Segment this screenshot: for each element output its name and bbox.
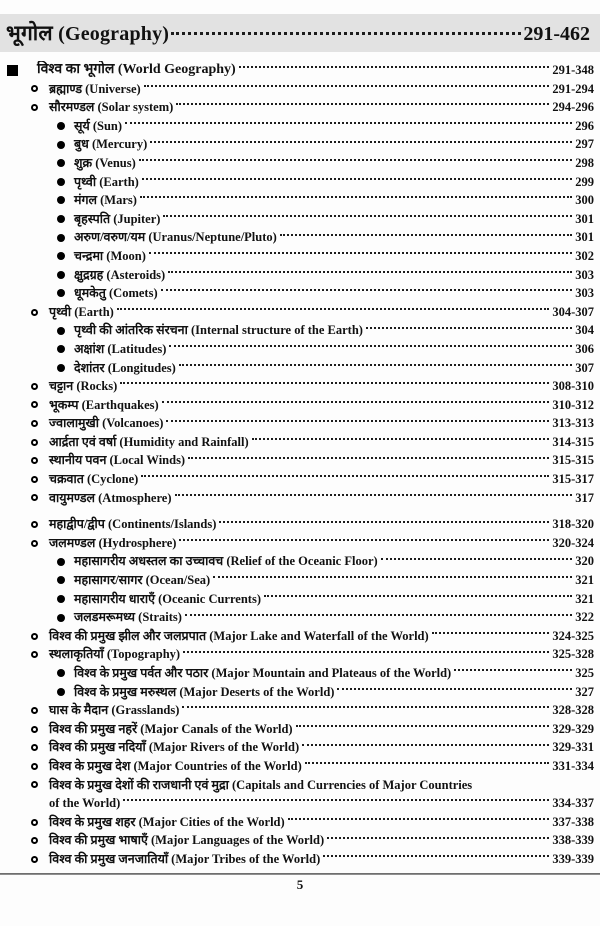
toc-entry-label: विश्व की प्रमुख झील और जलप्रपात (Major Lake and Waterfall of the World) [49, 628, 429, 643]
toc-entry-pages: 304-307 [552, 304, 594, 319]
footer-rule [0, 873, 600, 875]
dot-leader [163, 215, 572, 217]
dot-leader [302, 744, 549, 746]
toc-entry-pages: 304 [575, 323, 594, 338]
toc-entry-pages: 315-317 [552, 472, 594, 487]
dot-leader [296, 725, 550, 727]
dot-leader [213, 576, 572, 578]
toc-entry-label: विश्व की प्रमुख भाषाएँ (Major Languages of the World) [49, 833, 325, 848]
dot-bullet-icon [57, 271, 74, 279]
dot-bullet-icon [57, 215, 74, 223]
dot-bullet-icon [57, 159, 74, 167]
toc-entry-label: जलमण्डल (Hydrosphere) [49, 535, 177, 550]
dot-leader [149, 252, 572, 254]
toc-row [0, 173, 594, 192]
dot-bullet-icon [57, 576, 74, 584]
toc-entry-label: बुध (Mercury) [74, 137, 148, 152]
toc-entry-pages: 320 [575, 554, 594, 569]
toc-entry-pages: 320-324 [552, 535, 594, 550]
circle-bullet-icon [31, 457, 49, 464]
toc-entry-pages: 306 [575, 341, 594, 356]
toc-entry-label: विश्व के प्रमुख मरुस्थल (Major Deserts of the World) [74, 684, 335, 699]
dot-leader [305, 762, 550, 764]
toc-row [0, 247, 594, 266]
dot-bullet-icon [57, 614, 74, 622]
toc-entry-label: चक्रवात (Cyclone) [49, 472, 139, 487]
toc-list [0, 61, 600, 869]
toc-entry-label: घास के मैदान (Grasslands) [49, 703, 180, 718]
toc-row [0, 664, 594, 683]
toc-entry-label: देशांतर (Longitudes) [74, 360, 176, 375]
dot-leader [162, 401, 550, 403]
toc-entry-label: मंगल (Mars) [74, 193, 137, 208]
toc-entry-pages: 337-338 [552, 814, 594, 829]
toc-row [0, 515, 594, 534]
toc-entry-label: ज्वालामुखी (Volcanoes) [49, 416, 164, 431]
toc-row [0, 720, 594, 739]
circle-bullet-icon [31, 837, 49, 844]
dot-leader [168, 271, 572, 273]
toc-row [0, 794, 594, 813]
toc-row [0, 396, 594, 415]
toc-row [0, 683, 594, 702]
dot-leader [166, 420, 549, 422]
dot-bullet-icon [57, 196, 74, 204]
toc-entry-pages: 308-310 [552, 379, 594, 394]
toc-entry-pages: 338-339 [552, 833, 594, 848]
toc-entry-pages: 324-325 [552, 628, 594, 643]
toc-row [0, 534, 594, 553]
toc-entry-label: भूकम्प (Earthquakes) [49, 397, 159, 412]
toc-row [0, 813, 594, 832]
dot-leader [185, 614, 572, 616]
dot-bullet-icon [57, 141, 74, 149]
toc-row [0, 303, 594, 322]
chapter-header [0, 14, 600, 52]
toc-entry-pages: 331-334 [552, 758, 594, 773]
toc-entry-pages: 303 [575, 267, 594, 282]
page-footer [0, 873, 600, 893]
dot-leader [366, 327, 572, 329]
toc-row [0, 117, 594, 136]
toc-entry-label: चन्द्रमा (Moon) [74, 248, 146, 263]
dot-bullet-icon [57, 345, 74, 353]
dot-leader [171, 32, 521, 35]
toc-entry-label: विश्व के प्रमुख देश (Major Countries of the World) [49, 758, 302, 773]
toc-entry-label: वायुमण्डल (Atmosphere) [49, 490, 172, 505]
toc-entry-pages: 315-315 [552, 453, 594, 468]
circle-bullet-icon [31, 819, 49, 826]
toc-row [0, 266, 594, 285]
toc-entry-label: पृथ्वी (Earth) [74, 174, 139, 189]
toc-entry-label: स्थलाकृतियाँ (Topography) [49, 647, 181, 662]
toc-row [0, 776, 594, 795]
toc-entry-pages: 307 [575, 360, 594, 375]
toc-entry-label: विश्व की प्रमुख नदियाँ (Major Rivers of the World) [49, 740, 300, 755]
toc-entry-pages: 339-339 [552, 851, 594, 866]
dot-leader [179, 364, 572, 366]
dot-bullet-icon [57, 327, 74, 335]
toc-entry-pages: 325 [575, 666, 594, 680]
toc-row [0, 701, 594, 720]
toc-entry-pages: 303 [575, 286, 594, 301]
circle-bullet-icon [31, 707, 49, 714]
toc-entry-pages: 318-320 [552, 517, 594, 532]
toc-entry-label: सौरमण्डल (Solar system) [49, 100, 174, 115]
dot-leader [150, 141, 572, 143]
toc-row [0, 210, 594, 229]
toc-row [0, 757, 594, 776]
dot-bullet-icon [57, 688, 74, 696]
circle-bullet-icon [31, 633, 49, 640]
dot-leader [169, 345, 572, 347]
toc-entry-pages: 328-328 [552, 703, 594, 718]
toc-entry-label: विश्व का भूगोल (World Geography) [37, 62, 236, 77]
dot-bullet-icon [57, 234, 74, 242]
toc-entry-label: धूमकेतु (Comets) [74, 286, 158, 301]
toc-entry-label: शुक्र (Venus) [74, 155, 136, 170]
dot-leader [264, 595, 572, 597]
dot-bullet-icon [57, 364, 74, 372]
toc-entry-pages: 325-328 [552, 647, 594, 662]
toc-entry-label: महासागरीय अधस्तल का उच्चावच (Relief of the Oceanic Floor) [74, 554, 378, 569]
toc-row [0, 571, 594, 590]
toc-entry-pages: 310-312 [552, 397, 594, 412]
toc-row [0, 80, 594, 99]
toc-entry-pages: 297 [575, 137, 594, 152]
toc-entry-pages: 329-329 [552, 721, 594, 736]
dot-bullet-icon [57, 558, 74, 566]
dot-leader [219, 521, 549, 523]
toc-entry-pages: 321 [575, 573, 594, 588]
dot-leader [139, 159, 573, 161]
toc-entry-label: जलडमरूमध्य (Straits) [74, 610, 182, 625]
circle-bullet-icon [31, 521, 49, 528]
toc-row [0, 831, 594, 850]
dot-leader [188, 457, 549, 459]
toc-entry-label: विश्व के प्रमुख देशों की राजधानी एवं मुद्रा (Capitals and Currencies of Major Countries [49, 777, 473, 792]
dot-leader [239, 66, 550, 68]
toc-row [0, 191, 594, 210]
circle-bullet-icon [31, 744, 49, 751]
toc-entry-label: महासागर/सागर (Ocean/Sea) [74, 573, 211, 588]
dot-leader [161, 289, 573, 291]
toc-row [0, 433, 594, 452]
dot-leader [323, 855, 549, 857]
dot-bullet-icon [57, 595, 74, 603]
dot-leader [141, 475, 549, 477]
toc-entry-pages: 314-315 [552, 434, 594, 449]
toc-entry-label: महासागरीय धाराएँ (Oceanic Currents) [74, 591, 261, 606]
toc-entry-label: विश्व के प्रमुख पर्वत और पठार (Major Mountain and Plateaus of the World) [74, 666, 452, 680]
chapter-title [6, 19, 169, 47]
toc-row [0, 98, 594, 117]
circle-bullet-icon [31, 494, 49, 501]
toc-row [0, 645, 594, 664]
toc-row [0, 738, 594, 757]
circle-bullet-icon [31, 401, 49, 408]
toc-entry-label: महाद्वीप/द्वीप (Continents/Islands) [49, 517, 217, 532]
dot-bullet-icon [57, 178, 74, 186]
toc-entry-label: क्षुद्रग्रह (Asteroids) [74, 267, 166, 282]
dot-leader [432, 632, 550, 634]
toc-row [0, 228, 594, 247]
toc-entry-label: बृहस्पति (Jupiter) [74, 211, 161, 226]
toc-row [0, 451, 594, 470]
toc-entry-pages: 294-296 [552, 100, 594, 115]
dot-leader [120, 382, 549, 384]
toc-entry-pages: 321 [575, 591, 594, 606]
dot-leader [280, 234, 572, 236]
toc-row [0, 608, 594, 627]
toc-row [0, 359, 594, 378]
dot-leader [327, 837, 549, 839]
toc-entry-pages: 317 [575, 490, 594, 505]
toc-row [0, 470, 594, 489]
circle-bullet-icon [31, 763, 49, 770]
circle-bullet-icon [31, 420, 49, 427]
circle-bullet-icon [31, 383, 49, 390]
toc-entry-label: अरुण/वरुण/यम (Uranus/Neptune/Pluto) [74, 230, 277, 245]
toc-entry-pages: 300 [575, 193, 594, 208]
dot-leader [454, 669, 572, 671]
toc-row [0, 850, 594, 869]
toc-row [0, 284, 594, 303]
toc-entry-pages: 322 [575, 610, 594, 625]
toc-row [0, 590, 594, 609]
toc-entry-label: पृथ्वी (Earth) [49, 304, 114, 319]
circle-bullet-icon [31, 104, 49, 111]
dot-leader [252, 438, 550, 440]
dot-leader [179, 539, 549, 541]
toc-entry-label: सूर्य (Sun) [74, 118, 123, 133]
toc-entry-pages: 298 [575, 155, 594, 170]
chapter-page-range: 291-462 [523, 23, 590, 45]
toc-entry-label: of the World) [49, 796, 121, 811]
dot-leader [175, 494, 573, 496]
dot-leader [144, 85, 550, 87]
circle-bullet-icon [31, 540, 49, 547]
chapter-title-hindi: भूगोल [6, 21, 53, 45]
toc-row [0, 377, 594, 396]
dot-bullet-icon [57, 252, 74, 260]
toc-row [0, 154, 594, 173]
dot-bullet-icon [57, 122, 74, 130]
dot-leader [125, 122, 572, 124]
toc-entry-label: विश्व की प्रमुख जनजातियाँ (Major Tribes of the World) [49, 851, 321, 866]
toc-entry-pages: 313-313 [552, 416, 594, 431]
toc-entry-pages: 301 [575, 211, 594, 226]
toc-entry-label: आर्द्रता एवं वर्षा (Humidity and Rainfall) [49, 434, 249, 449]
toc-entry-label: अक्षांश (Latitudes) [74, 341, 167, 356]
toc-entry-pages: 301 [575, 230, 594, 245]
toc-entry-pages: 291-348 [552, 63, 594, 77]
circle-bullet-icon [31, 85, 49, 92]
toc-entry-label: चट्टान (Rocks) [49, 379, 118, 394]
dot-bullet-icon [57, 669, 74, 677]
toc-entry-pages: 291-294 [552, 81, 594, 96]
dot-leader [176, 103, 549, 105]
toc-row [0, 489, 594, 508]
toc-entry-label: ब्रह्माण्ड (Universe) [49, 81, 141, 96]
dot-leader [182, 706, 549, 708]
dot-bullet-icon [57, 289, 74, 297]
dot-leader [123, 799, 549, 801]
toc-row [0, 627, 594, 646]
chapter-title-english: (Geography) [58, 23, 170, 45]
toc-entry-pages: 302 [575, 248, 594, 263]
dot-leader [337, 688, 572, 690]
dot-leader [183, 651, 549, 653]
toc-entry-pages: 329-331 [552, 740, 594, 755]
toc-entry-label: विश्व के प्रमुख शहर (Major Cities of the World) [49, 814, 285, 829]
circle-bullet-icon [31, 651, 49, 658]
square-bullet-icon [7, 65, 37, 76]
toc-entry-label: विश्व की प्रमुख नहरें (Major Canals of the World) [49, 721, 293, 736]
circle-bullet-icon [31, 781, 49, 788]
toc-row [0, 135, 594, 154]
toc-entry-pages: 334-337 [552, 796, 594, 811]
circle-bullet-icon [31, 309, 49, 316]
toc-entry-pages: 296 [575, 118, 594, 133]
circle-bullet-icon [31, 476, 49, 483]
toc-row [0, 552, 594, 571]
circle-bullet-icon [31, 856, 49, 863]
toc-entry-pages: 327 [575, 684, 594, 699]
toc-row [0, 340, 594, 359]
dot-leader [288, 818, 550, 820]
toc-row [0, 321, 594, 340]
toc-row [0, 61, 594, 80]
page-number: 5 [296, 876, 304, 892]
dot-leader [142, 178, 572, 180]
toc-entry-label: पृथ्वी की आंतरिक संरचना (Internal structure of the Earth) [74, 323, 363, 338]
circle-bullet-icon [31, 726, 49, 733]
dot-leader [140, 196, 572, 198]
toc-entry-pages: 299 [575, 174, 594, 189]
circle-bullet-icon [31, 439, 49, 446]
toc-row [0, 414, 594, 433]
dot-leader [117, 308, 550, 310]
toc-entry-label: स्थानीय पवन (Local Winds) [49, 453, 186, 468]
dot-leader [381, 558, 573, 560]
